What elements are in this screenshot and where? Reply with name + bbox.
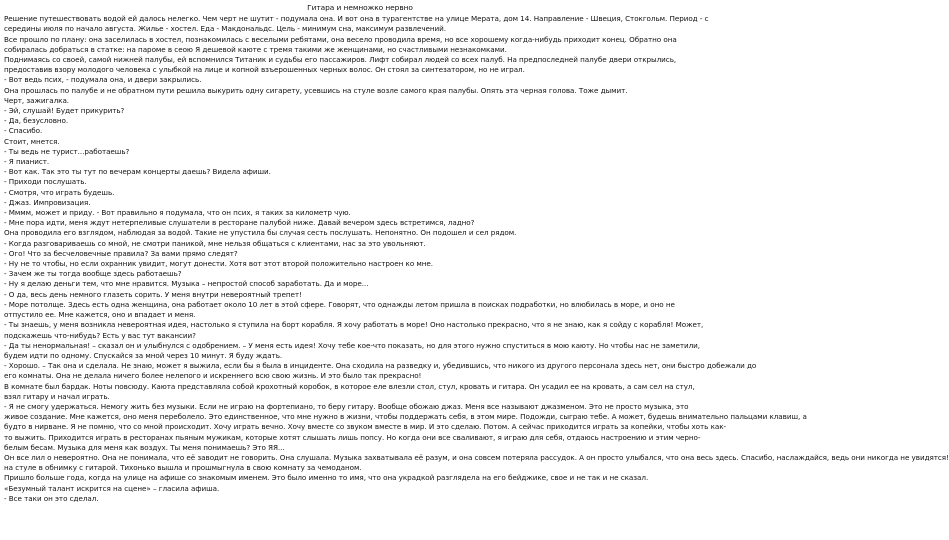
text-line: будто в нирване. Я не помню, что со мной происходит. Хочу играть вечно. Хочу вместе со звуком вместе в мир. И это сделаю. Потом. А сейчас приходится играть за копейки, чтобы хоть как- — [4, 422, 727, 432]
document-page — [4, 3, 949, 504]
text-line: Она прошлась по палубе и не обратном пути решила выкурить одну сигарету, усевшись на стуле возле самого края палубы. Опять эта черная голова. Тоже дымит. — [4, 85, 628, 95]
text-line: - Мммм, может и приду. - Вот правильно я подумала, что он псих, я таких за километр чую. — [4, 208, 351, 218]
text-line: подскажешь что-нибудь? Есть у вас тут вакансии? — [4, 330, 196, 340]
text-line: - Да, безусловно. — [4, 116, 69, 126]
text-line: живое создание. Мне кажется, оно меня переболело. Это единственное, что мне нужно в жизни, чтобы поддержать себя, в этом мире. Подожди, сыграю тебе. А может, будешь внимательно пальцами клавиш, а — [4, 412, 807, 422]
text-line: - Джаз. Импровизация. — [4, 197, 91, 207]
text-line: - Море потолще. Здесь есть одна женщина, она работает около 10 лет в этой сфере. Говорят, что однажды летом пришла в поисках подработки, но влюбилась в море, и оно не — [4, 299, 675, 309]
text-line: Все прошло по плану: она заселилась в хостел, познакомилась с веселыми ребятами, она весело проводила время, но все хорошему когда-нибудь приходит конец. Обратно она — [4, 34, 677, 44]
text-line: - Ты ведь не турист...работаешь? — [4, 146, 130, 156]
text-line: - Ого! Что за бесчеловечные правила? За вами прямо следят? — [4, 248, 238, 258]
document-title: Гитара и немножко нервно — [307, 3, 413, 12]
text-line: - Когда разговариваешь со мной, не смотри паникой, мне нельзя общаться с клиентами, нас за это увольняют. — [4, 238, 426, 248]
text-line: отпустило ее. Мне кажется, оно и впадает и меня. — [4, 310, 196, 320]
text-line: - Да ты ненормальная! – сказал он и улыбнулся с одобрением. – У меня есть идея! Хочу тебе кое-что показать, но для этого нужно спуститься в мою каюту. Но чтобы нас не заметили, — [4, 340, 701, 350]
text-line: Она проводила его взглядом, наблюдая за водой. Такие не упустила бы случая сесть послушать. Непонятно. Он подошел и сел рядом. — [4, 228, 517, 238]
text-line: Поднимаясь со своей, самой нижней палубы, ей вспомнился Титаник и судьбы его пассажиров. Лифт собирал людей со всех палуб. На предпоследней палубе двери открылись, — [4, 55, 677, 65]
text-line: - Ну я делаю деньги тем, что мне нравится. Музыка – непростой способ заработать. Да и море... — [4, 279, 369, 289]
text-line: белым бесам. Музыка для меня как воздух. Ты меня понимаешь? Это ЯЯ... — [4, 442, 285, 452]
text-line: - Ну не то чтобы, но если охранник увидит, могут донести. Хотя вот этот второй положительно настроен ко мне. — [4, 259, 434, 269]
document-body — [4, 14, 949, 504]
text-line: Стоит, мнется. — [4, 136, 60, 146]
text-line: взял гитару и начал играть. — [4, 391, 110, 401]
text-line: его комнаты. Она не делала ничего более нелепого и искреннего всю свою жизнь. И это было так прекрасно! — [4, 371, 422, 381]
text-line: - Приходи послушать. — [4, 177, 87, 187]
text-line: предоставив взору молодого человека с улыбкой на лице и копной взъерошенных черных волос. Он стоял за синтезатором, но не играл. — [4, 65, 525, 75]
text-line: - Спасибо. — [4, 126, 43, 136]
text-line: Пришло больше года, когда на улице на афише со знакомым именем. Это было именно то имя, что она украдкой разглядела на его бейджике, свое и не так и не сказал. — [4, 473, 649, 483]
text-line: В комнате был бардак. Ноты повсюду. Каюта представляла собой крохотный коробок, в которое еле влезли стол, стул, кровать и гитара. Он усадил ее на кровать, а сам сел на стул, — [4, 381, 695, 391]
text-line: - О да, весь день немного глазеть сорить. У меня внутри невероятный трепет! — [4, 289, 302, 299]
text-line: - Вот как. Так это ты тут по вечерам концерты даешь? Видела афиши. — [4, 167, 271, 177]
text-line: - Вот ведь псих, - подумала она, и двери закрылись. — [4, 75, 202, 85]
text-line: будем идти по одному. Спускайся за мной через 10 минут. Я буду ждать. — [4, 350, 283, 360]
text-line: то выжить. Приходится играть в ресторанах пьяным мужикам, которые хотят слышать лишь попсу. Но когда они все сваливают, я играю для себя, отдаюсь настроению и этим черно- — [4, 432, 701, 442]
text-line: середины июля по начало августа. Жилье - хостел. Еда - Макдональдс. Цель - минимум сна, максимум развлечений. — [4, 24, 447, 34]
text-line: - Мне пора идти, меня ждут нетерпеливые слушатели в ресторане палубой ниже. Давай вечером здесь встретимся, ладно? — [4, 218, 475, 228]
text-line: Он все лил о невероятно. Она не понимала, что её заводит не говорить. Она слушала. Музыка захватывала её разум, и она совсем потеряла рассудок. А он просто улыбался, что она весь здесь. Спасибо, наслаждайся, ведь они никогда не увидятся! — [4, 452, 949, 462]
text-line: - Ты знаешь, у меня возникла невероятная идея, настолько я ступила на борт корабля. Я хочу работать в море! Оно настолько прекрасно, что я не знаю, как я сойду с корабля! Может, — [4, 320, 704, 330]
text-line: Решение путешествовать водой ей далось нелегко. Чем черт не шутит - подумала она. И вот она в турагентстве на улице Мерата, дом 14. Направление - Швеция, Стокгольм. Период - с — [4, 14, 709, 24]
text-line: - Я пианист. — [4, 157, 50, 167]
text-line: - Я не смогу удержаться. Немогу жить без музыки. Если не играю на фортепиано, то беру гитару. Вообще обожаю джаз. Меня все называют джазменом. Это не просто музыка, это — [4, 401, 689, 411]
text-line: - Эй, слушай! Будет прикурить? — [4, 106, 125, 116]
text-line: Черт, зажигалка. — [4, 95, 70, 105]
text-line: - Все таки он это сделал. — [4, 493, 99, 503]
text-line: - Зачем же ты тогда вообще здесь работаешь? — [4, 269, 182, 279]
text-line: - Хорошо. – Так она и сделала. Не знаю, может я выжила, если бы я была в инциденте. Она сходила на разведку и, убедившись, что никого из другого персонала здесь нет, они быстро добежали до — [4, 361, 757, 371]
text-line: «Безумный талант искрится на сцене» – гласила афиша. — [4, 483, 220, 493]
text-line: - Смотря, что играть будешь. — [4, 187, 115, 197]
text-line: собиралась добраться в статке: на пароме в сеою Я дешевой каюте с тремя такими же женщинами, но счастливыми незнакомками. — [4, 44, 507, 54]
text-line: на стуле в обнимку с гитарой. Тихонько вышла и прошмыгнула в свою комнату за чемоданом. — [4, 463, 362, 473]
